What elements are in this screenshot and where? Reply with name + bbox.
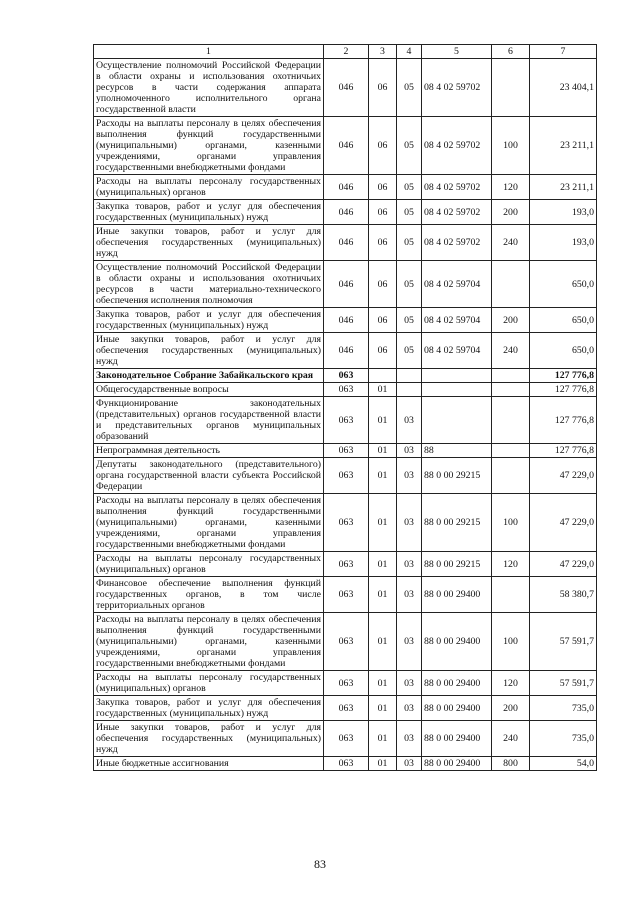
- amount-cell: 650,0: [530, 308, 597, 333]
- table-row: [94, 383, 597, 397]
- target-article-cell: 88 0 00 29400: [422, 696, 492, 721]
- amount-cell: 735,0: [530, 721, 597, 757]
- expense-type-cell: 240: [492, 333, 530, 369]
- subsection-code-cell: 03: [397, 757, 422, 771]
- subsection-code-cell: 03: [397, 696, 422, 721]
- amount-cell: 735,0: [530, 696, 597, 721]
- amount-cell: 650,0: [530, 333, 597, 369]
- table-row: [94, 333, 597, 369]
- amount-cell: 23 211,1: [530, 175, 597, 200]
- amount-cell: 127 776,8: [530, 397, 597, 444]
- chapter-code-cell: 063: [324, 383, 369, 397]
- subsection-code-cell: 03: [397, 671, 422, 696]
- target-article-cell: 88 0 00 29400: [422, 613, 492, 671]
- chapter-code-cell: 046: [324, 333, 369, 369]
- subsection-code-cell: 05: [397, 175, 422, 200]
- amount-cell: 127 776,8: [530, 444, 597, 458]
- chapter-code-cell: 046: [324, 175, 369, 200]
- chapter-code-cell: 063: [324, 369, 369, 383]
- subsection-code-cell: 03: [397, 494, 422, 552]
- subsection-code-cell: 05: [397, 308, 422, 333]
- subsection-code-cell: [397, 383, 422, 397]
- table-row: [94, 444, 597, 458]
- name-cell: Непрограммная деятельность: [94, 444, 324, 458]
- target-article-cell: 08 4 02 59704: [422, 333, 492, 369]
- expense-type-cell: 120: [492, 552, 530, 577]
- section-code-cell: 01: [369, 458, 397, 494]
- expense-type-cell: [492, 444, 530, 458]
- chapter-code-cell: 063: [324, 671, 369, 696]
- chapter-code-cell: 063: [324, 444, 369, 458]
- chapter-code-cell: 046: [324, 308, 369, 333]
- name-cell: Закупка товаров, работ и услуг для обеспечения государственных (муниципальных) нужд: [94, 200, 324, 225]
- target-article-cell: 08 4 02 59702: [422, 225, 492, 261]
- target-article-cell: [422, 397, 492, 444]
- section-code-cell: 01: [369, 552, 397, 577]
- amount-cell: 127 776,8: [530, 369, 597, 383]
- target-article-cell: 88 0 00 29215: [422, 458, 492, 494]
- section-code-cell: 01: [369, 444, 397, 458]
- name-cell: Расходы на выплаты персоналу государственных (муниципальных) органов: [94, 671, 324, 696]
- target-article-cell: 08 4 02 59702: [422, 59, 492, 117]
- name-cell: Расходы на выплаты персоналу государственных (муниципальных) органов: [94, 552, 324, 577]
- name-cell: Законодательное Собрание Забайкальского края: [94, 369, 324, 383]
- chapter-code-cell: 063: [324, 577, 369, 613]
- subsection-code-cell: 05: [397, 333, 422, 369]
- target-article-cell: 88 0 00 29400: [422, 721, 492, 757]
- section-code-cell: [369, 369, 397, 383]
- header-cell-5: 5: [422, 45, 492, 59]
- subsection-code-cell: 05: [397, 200, 422, 225]
- amount-cell: 23 211,1: [530, 117, 597, 175]
- amount-cell: 57 591,7: [530, 671, 597, 696]
- expense-type-cell: 800: [492, 757, 530, 771]
- chapter-code-cell: 063: [324, 552, 369, 577]
- subsection-code-cell: 05: [397, 59, 422, 117]
- section-code-cell: 06: [369, 333, 397, 369]
- name-cell: Финансовое обеспечение выполнения функций государственных органов, в том числе территориальных органов: [94, 577, 324, 613]
- section-code-cell: 06: [369, 117, 397, 175]
- chapter-code-cell: 046: [324, 261, 369, 308]
- budget-table: [93, 44, 597, 771]
- chapter-code-cell: 063: [324, 696, 369, 721]
- subsection-code-cell: 03: [397, 444, 422, 458]
- table-body: [94, 59, 597, 771]
- name-cell: Расходы на выплаты персоналу государственных (муниципальных) органов: [94, 175, 324, 200]
- amount-cell: 23 404,1: [530, 59, 597, 117]
- name-cell: Закупка товаров, работ и услуг для обеспечения государственных (муниципальных) нужд: [94, 696, 324, 721]
- amount-cell: 193,0: [530, 200, 597, 225]
- table-row: [94, 552, 597, 577]
- subsection-code-cell: 03: [397, 397, 422, 444]
- section-code-cell: 01: [369, 671, 397, 696]
- name-cell: Расходы на выплаты персоналу в целях обеспечения выполнения функций государственными (муниципальными) органами, казенными учреждениями, органами управления государственными внебюджетными фондами: [94, 494, 324, 552]
- table-row: [94, 369, 597, 383]
- subsection-code-cell: 05: [397, 261, 422, 308]
- header-cell-6: 6: [492, 45, 530, 59]
- name-cell: Иные закупки товаров, работ и услуг для обеспечения государственных (муниципальных) нужд: [94, 721, 324, 757]
- name-cell: Иные закупки товаров, работ и услуг для обеспечения государственных (муниципальных) нужд: [94, 225, 324, 261]
- section-code-cell: 01: [369, 613, 397, 671]
- target-article-cell: 08 4 02 59704: [422, 308, 492, 333]
- table-row: [94, 494, 597, 552]
- section-code-cell: 01: [369, 721, 397, 757]
- section-code-cell: 01: [369, 757, 397, 771]
- amount-cell: 58 380,7: [530, 577, 597, 613]
- chapter-code-cell: 046: [324, 200, 369, 225]
- target-article-cell: 88 0 00 29400: [422, 671, 492, 696]
- chapter-code-cell: 063: [324, 721, 369, 757]
- expense-type-cell: 200: [492, 696, 530, 721]
- target-article-cell: 08 4 02 59702: [422, 117, 492, 175]
- name-cell: Иные закупки товаров, работ и услуг для обеспечения государственных (муниципальных) нужд: [94, 333, 324, 369]
- table-row: [94, 225, 597, 261]
- table-row: [94, 397, 597, 444]
- expense-type-cell: 120: [492, 671, 530, 696]
- target-article-cell: 08 4 02 59702: [422, 175, 492, 200]
- table-row: [94, 721, 597, 757]
- target-article-cell: [422, 369, 492, 383]
- name-cell: Функционирование законодательных (представительных) органов государственной власти и представительных органов муниципальных образований: [94, 397, 324, 444]
- chapter-code-cell: 046: [324, 225, 369, 261]
- chapter-code-cell: 063: [324, 757, 369, 771]
- section-code-cell: 06: [369, 200, 397, 225]
- header-cell-1: 1: [94, 45, 324, 59]
- section-code-cell: 06: [369, 308, 397, 333]
- chapter-code-cell: 063: [324, 458, 369, 494]
- header-row: [94, 45, 597, 59]
- expense-type-cell: [492, 383, 530, 397]
- amount-cell: 193,0: [530, 225, 597, 261]
- target-article-cell: 88 0 00 29215: [422, 494, 492, 552]
- name-cell: Осуществление полномочий Российской Федерации в области охраны и использования охотничьих ресурсов в части материально-технического обеспечения исполнения полномочия: [94, 261, 324, 308]
- table-row: [94, 671, 597, 696]
- table-row: [94, 117, 597, 175]
- amount-cell: 47 229,0: [530, 458, 597, 494]
- section-code-cell: 01: [369, 696, 397, 721]
- amount-cell: 47 229,0: [530, 494, 597, 552]
- expense-type-cell: [492, 369, 530, 383]
- amount-cell: 127 776,8: [530, 383, 597, 397]
- name-cell: Общегосударственные вопросы: [94, 383, 324, 397]
- expense-type-cell: 120: [492, 175, 530, 200]
- target-article-cell: 08 4 02 59704: [422, 261, 492, 308]
- table-header: [94, 45, 597, 59]
- amount-cell: 57 591,7: [530, 613, 597, 671]
- table-row: [94, 458, 597, 494]
- target-article-cell: 88: [422, 444, 492, 458]
- amount-cell: 54,0: [530, 757, 597, 771]
- expense-type-cell: 100: [492, 613, 530, 671]
- table-row: [94, 577, 597, 613]
- name-cell: Иные бюджетные ассигнования: [94, 757, 324, 771]
- amount-cell: 650,0: [530, 261, 597, 308]
- table-row: [94, 308, 597, 333]
- header-cell-4: 4: [397, 45, 422, 59]
- expense-type-cell: 200: [492, 308, 530, 333]
- header-cell-7: 7: [530, 45, 597, 59]
- section-code-cell: 01: [369, 383, 397, 397]
- page-number: 83: [314, 857, 326, 871]
- expense-type-cell: [492, 577, 530, 613]
- expense-type-cell: 200: [492, 200, 530, 225]
- section-code-cell: 01: [369, 577, 397, 613]
- target-article-cell: 88 0 00 29215: [422, 552, 492, 577]
- name-cell: Расходы на выплаты персоналу в целях обеспечения выполнения функций государственными (муниципальными) органами, казенными учреждениями, органами управления государственными внебюджетными фондами: [94, 613, 324, 671]
- expense-type-cell: 100: [492, 117, 530, 175]
- name-cell: Депутаты законодательного (представительного) органа государственной власти субъекта Российской Федерации: [94, 458, 324, 494]
- table-row: [94, 200, 597, 225]
- header-cell-3: 3: [369, 45, 397, 59]
- table-row: [94, 59, 597, 117]
- name-cell: Закупка товаров, работ и услуг для обеспечения государственных (муниципальных) нужд: [94, 308, 324, 333]
- chapter-code-cell: 063: [324, 397, 369, 444]
- subsection-code-cell: 05: [397, 225, 422, 261]
- table-row: [94, 757, 597, 771]
- table-row: [94, 261, 597, 308]
- section-code-cell: 06: [369, 175, 397, 200]
- target-article-cell: 88 0 00 29400: [422, 577, 492, 613]
- subsection-code-cell: 03: [397, 721, 422, 757]
- subsection-code-cell: [397, 369, 422, 383]
- subsection-code-cell: 03: [397, 458, 422, 494]
- chapter-code-cell: 046: [324, 59, 369, 117]
- target-article-cell: [422, 383, 492, 397]
- target-article-cell: 88 0 00 29400: [422, 757, 492, 771]
- subsection-code-cell: 03: [397, 552, 422, 577]
- section-code-cell: 06: [369, 59, 397, 117]
- expense-type-cell: 240: [492, 721, 530, 757]
- section-code-cell: 06: [369, 261, 397, 308]
- section-code-cell: 01: [369, 494, 397, 552]
- chapter-code-cell: 063: [324, 613, 369, 671]
- expense-type-cell: 240: [492, 225, 530, 261]
- subsection-code-cell: 05: [397, 117, 422, 175]
- header-cell-2: 2: [324, 45, 369, 59]
- amount-cell: 47 229,0: [530, 552, 597, 577]
- subsection-code-cell: 03: [397, 613, 422, 671]
- expense-type-cell: [492, 59, 530, 117]
- expense-type-cell: 100: [492, 494, 530, 552]
- chapter-code-cell: 046: [324, 117, 369, 175]
- target-article-cell: 08 4 02 59702: [422, 200, 492, 225]
- expense-type-cell: [492, 397, 530, 444]
- name-cell: Осуществление полномочий Российской Федерации в области охраны и использования охотничьих ресурсов в части содержания аппарата уполномоченного исполнительного органа государственной власти: [94, 59, 324, 117]
- expense-type-cell: [492, 458, 530, 494]
- section-code-cell: 01: [369, 397, 397, 444]
- table-row: [94, 696, 597, 721]
- section-code-cell: 06: [369, 225, 397, 261]
- table-row: [94, 175, 597, 200]
- expense-type-cell: [492, 261, 530, 308]
- name-cell: Расходы на выплаты персоналу в целях обеспечения выполнения функций государственными (муниципальными) органами, казенными учреждениями, органами управления государственными внебюджетными фондами: [94, 117, 324, 175]
- chapter-code-cell: 063: [324, 494, 369, 552]
- subsection-code-cell: 03: [397, 577, 422, 613]
- table-row: [94, 613, 597, 671]
